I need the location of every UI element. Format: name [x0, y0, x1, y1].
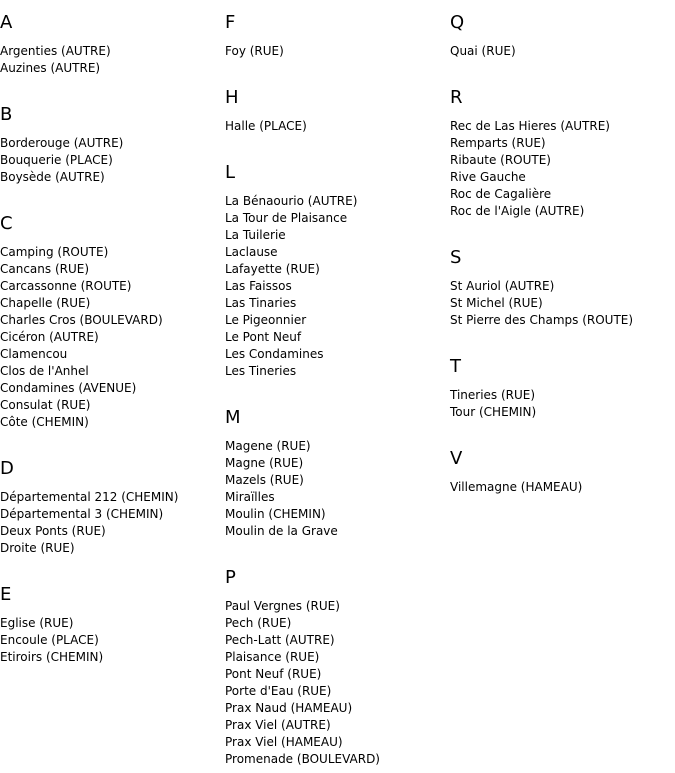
street-entry: Consulat (RUE) — [0, 398, 91, 412]
street-entry: Lafayette (RUE) — [225, 262, 320, 276]
section-letter-heading: P — [225, 567, 236, 588]
section-letter-heading: D — [0, 458, 14, 479]
section-letter-heading: H — [225, 87, 239, 108]
street-entry: Las Tinaries — [225, 296, 297, 310]
section-letter-heading: M — [225, 407, 241, 428]
street-entry: Moulin de la Grave — [225, 524, 338, 538]
section-letter-heading: F — [225, 12, 236, 33]
street-entry: Cancans (RUE) — [0, 262, 90, 276]
letter-section — [450, 12, 675, 60]
street-entry: Pont Neuf (RUE) — [225, 667, 322, 681]
street-entry: Les Tineries — [225, 364, 297, 378]
street-entry: Quai (RUE) — [450, 44, 516, 58]
street-list — [450, 479, 675, 496]
letter-section — [225, 162, 445, 380]
street-entry: Magne (RUE) — [225, 456, 304, 470]
street-entry: Las Faissos — [225, 279, 292, 293]
street-entry: Prax Viel (HAMEAU) — [225, 735, 343, 749]
street-entry: Camping (ROUTE) — [0, 245, 109, 259]
section-letter-heading: B — [0, 104, 13, 125]
letter-section — [225, 12, 445, 60]
section-letter-heading: L — [225, 162, 236, 183]
street-entry: Cicéron (AUTRE) — [0, 330, 99, 344]
street-list — [450, 43, 675, 60]
street-entry: Condamines (AVENUE) — [0, 381, 137, 395]
street-entry: Pech (RUE) — [225, 616, 292, 630]
street-entry: St Auriol (AUTRE) — [450, 279, 555, 293]
letter-section — [450, 87, 675, 220]
street-entry: Plaisance (RUE) — [225, 650, 320, 664]
street-entry: Eglise (RUE) — [0, 616, 74, 630]
street-entry: Porte d'Eau (RUE) — [225, 684, 332, 698]
street-entry: Charles Cros (BOULEVARD) — [0, 313, 163, 327]
street-entry: Le Pigeonnier — [225, 313, 307, 327]
street-entry: Rive Gauche — [450, 170, 526, 184]
section-letter-heading: A — [0, 12, 13, 33]
street-list — [450, 387, 675, 421]
section-letter-heading: R — [450, 87, 463, 108]
street-list — [225, 438, 445, 540]
street-entry: Paul Vergnes (RUE) — [225, 599, 340, 613]
letter-section — [225, 407, 445, 540]
letter-section — [0, 584, 220, 666]
street-entry: Boysède (AUTRE) — [0, 170, 105, 184]
street-entry: Départemental 3 (CHEMIN) — [0, 507, 164, 521]
street-entry: Clos de l'Anhel — [0, 364, 89, 378]
street-entry: Pech-Latt (AUTRE) — [225, 633, 335, 647]
index-column-2 — [225, 0, 445, 768]
street-entry: La Tuilerie — [225, 228, 286, 242]
street-list — [450, 278, 675, 329]
street-entry: Ribaute (ROUTE) — [450, 153, 551, 167]
letter-section — [0, 458, 220, 557]
street-list — [0, 615, 220, 666]
index-column-1 — [0, 0, 220, 666]
letter-section — [225, 87, 445, 135]
letter-section — [0, 104, 220, 186]
street-entry: Côte (CHEMIN) — [0, 415, 89, 429]
street-entry: Les Condamines — [225, 347, 324, 361]
letter-section — [450, 448, 675, 496]
street-entry: St Michel (RUE) — [450, 296, 543, 310]
street-entry: Chapelle (RUE) — [0, 296, 91, 310]
section-letter-heading: T — [450, 356, 461, 377]
street-entry: La Bénaourio (AUTRE) — [225, 194, 358, 208]
street-entry: Clamencou — [0, 347, 68, 361]
street-entry: Tour (CHEMIN) — [450, 405, 537, 419]
street-entry: Roc de Cagalière — [450, 187, 552, 201]
street-list — [225, 598, 445, 768]
street-entry: St Pierre des Champs (ROUTE) — [450, 313, 634, 327]
street-entry: Mazels (RUE) — [225, 473, 304, 487]
street-entry: Le Pont Neuf — [225, 330, 302, 344]
street-entry: Promenade (BOULEVARD) — [225, 752, 380, 766]
street-list — [0, 489, 220, 557]
street-entry: Encoule (PLACE) — [0, 633, 99, 647]
section-letter-heading: Q — [450, 12, 465, 33]
section-letter-heading: E — [0, 584, 12, 605]
index-column-3 — [450, 0, 675, 496]
street-list — [0, 135, 220, 186]
street-list — [0, 43, 220, 77]
letter-section — [225, 567, 445, 768]
street-entry: Carcassonne (ROUTE) — [0, 279, 132, 293]
street-list — [450, 118, 675, 220]
letter-section — [450, 247, 675, 329]
street-entry: Prax Naud (HAMEAU) — [225, 701, 353, 715]
street-entry: Roc de l'Aigle (AUTRE) — [450, 204, 585, 218]
street-entry: Miraïlles — [225, 490, 275, 504]
street-entry: Etiroirs (CHEMIN) — [0, 650, 104, 664]
street-entry: Villemagne (HAMEAU) — [450, 480, 583, 494]
street-entry: Argenties (AUTRE) — [0, 44, 111, 58]
street-entry: La Tour de Plaisance — [225, 211, 348, 225]
street-entry: Départemental 212 (CHEMIN) — [0, 490, 179, 504]
street-entry: Borderouge (AUTRE) — [0, 136, 124, 150]
letter-section — [0, 213, 220, 431]
street-entry: Laclause — [225, 245, 278, 259]
street-list — [225, 193, 445, 380]
street-list — [0, 244, 220, 431]
section-letter-heading: V — [450, 448, 463, 469]
street-list — [225, 118, 445, 135]
letter-section — [450, 356, 675, 421]
letter-section — [0, 12, 220, 77]
section-letter-heading: C — [0, 213, 13, 234]
street-entry: Deux Ponts (RUE) — [0, 524, 106, 538]
street-entry: Remparts (RUE) — [450, 136, 546, 150]
street-entry: Foy (RUE) — [225, 44, 284, 58]
street-entry: Droite (RUE) — [0, 541, 75, 555]
street-list — [225, 43, 445, 60]
street-entry: Bouquerie (PLACE) — [0, 153, 113, 167]
street-entry: Magene (RUE) — [225, 439, 311, 453]
section-letter-heading: S — [450, 247, 462, 268]
street-entry: Halle (PLACE) — [225, 119, 307, 133]
street-entry: Tineries (RUE) — [450, 388, 536, 402]
street-entry: Auzines (AUTRE) — [0, 61, 101, 75]
street-entry: Rec de Las Hieres (AUTRE) — [450, 119, 610, 133]
street-entry: Prax Viel (AUTRE) — [225, 718, 331, 732]
street-entry: Moulin (CHEMIN) — [225, 507, 326, 521]
